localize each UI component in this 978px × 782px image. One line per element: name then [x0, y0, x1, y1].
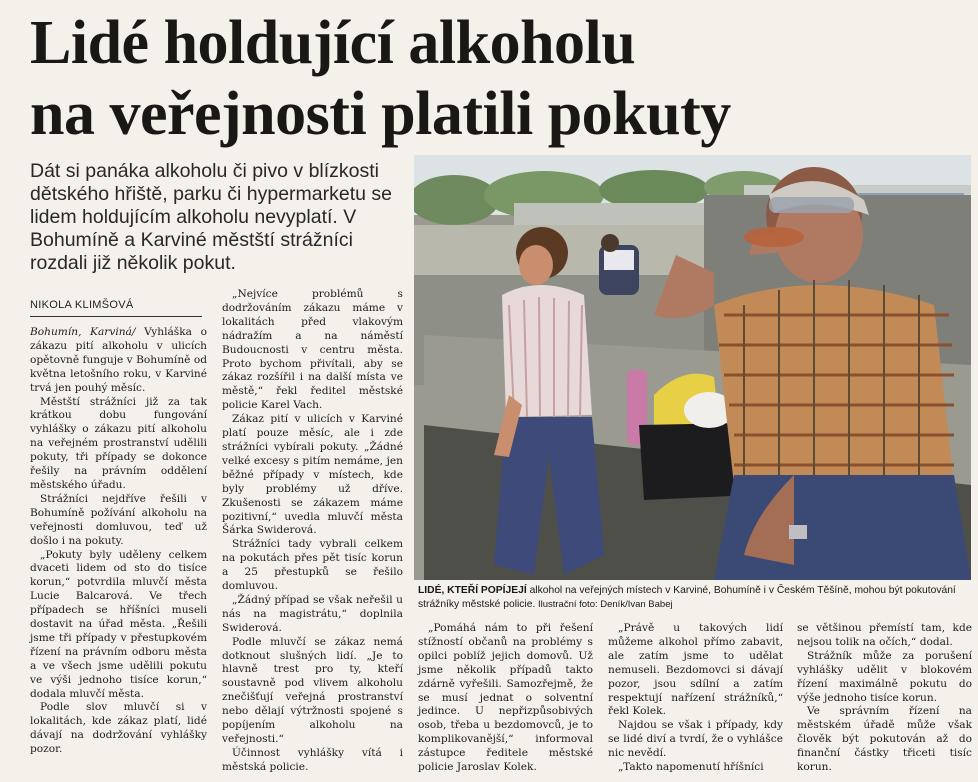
paragraph: Účinnost vyhlášky vítá i městská policie. [222, 746, 403, 773]
paragraph: Městští strážníci již za tak krátkou dobu fungování vyhlášky o zákazu pití alkoholu na veřejném prostranství udělili pokuty, tři případy se dokonce řešily na právním oddělení městského úřadu. [30, 395, 207, 491]
paragraph: Ve správním řízení na městském úřadě může však člověk být pokutován až do finanční částky třiceti tisíc korun. [797, 705, 972, 774]
article-column-4 [608, 622, 783, 775]
paragraph: Podle mluvčí se zákaz nemá dotknout slušných lidí. „Je to hlavně trest pro ty, kteří soustavně pod vlivem alkoholu znečišťují veřejná prostranství nebo dělají výtržnosti spojené s popíjením alkoholu na veřejnosti.“ [222, 635, 403, 745]
article-column-3 [418, 622, 593, 775]
caption-text: alkohol na veřejných místech v Karviné, Bohumíně i v Českém Těšíně, mohou být pokutování strážníky městské policie. [418, 585, 956, 610]
photo-illustration [414, 155, 971, 580]
dateline: Bohumín, Karviná/ [30, 326, 136, 338]
photo-credit: Ilustrační foto: Deník/Ivan Babej [535, 599, 673, 610]
byline: NIKOLA KLIMŠOVÁ [30, 296, 202, 317]
lead-paragraph: Dát si panáka alkoholu či pivo v blízkosti dětského hřiště, parku či hypermarketu se lidem holdujícím alkoholu nevyplatí. V Bohumíně a Karviné městští strážníci rozdali již několik pokut. [30, 160, 393, 274]
paragraph: Strážník může za porušení vyhlášky udělit v blokovém řízení maximálně pokutu do výše jednoho tisíce korun. [797, 649, 972, 704]
paragraph: „Pomáhá nám to při řešení stížností občanů na problémy s opilci poblíž jejich domovů. Už jsme několik případů takto zdárně vyřešili. Samozřejmě, že se musí jednat o solventní jedince. U nepřizpůsobivých osob, třeba u bezdomovců, je to komplikovanější,“ informoval zástupce ředitele městské policie Jaroslav Kolek. [418, 622, 593, 774]
paragraph: „Pokuty byly uděleny celkem dvaceti lidem od sto do tisíce korun,“ potvrdila mluvčí města Lucie Balcarová. Ve třech případech se hříšníci museli dostavit na úřad města. „Řešili jsme tři případy v přestupkovém řízení na právním odboru města a ve všech jsme udělili pokutu ve výši jednoho tisíce korun,“ dodala mluvčí města. [30, 548, 207, 700]
caption-lead: LIDÉ, KTEŘÍ POPÍJEJÍ [418, 585, 527, 596]
headline-line-2: na veřejnosti platili pokuty [30, 80, 731, 148]
paragraph: „Právě u takových lidí můžeme alkohol přímo zabavit, ale zatím jsme to udělat nemuseli. Bezdomovci si dávají pozor, jsou sdílní a zatím respektují nařízení strážníků,“ řekl Kolek. [608, 622, 783, 718]
news-photo [414, 155, 971, 580]
paragraph: Strážníci tady vybrali celkem na pokutách přes pět tisíc korun a 25 přestupků se řešilo domluvou. [222, 538, 403, 593]
headline-line-1: Lidé holdující alkoholu [30, 9, 636, 77]
headline [30, 8, 960, 150]
photo-caption [418, 584, 973, 612]
article-column-2 [222, 288, 403, 775]
paragraph: Zákaz pití v ulicích v Karviné platí pouze měsíc, ale i zde strážníci vybírali pokuty. „Žádné velké excesy s pitím nemáme, jen běžné případy v místech, kde byly problémy už dříve. Zkušenosti se zákazem máme pozitivní,“ uvedla mluvčí města Šárka Swiderová. [222, 413, 403, 537]
paragraph: se většinou přemístí tam, kde nejsou tolik na očích,“ dodal. [797, 622, 972, 648]
article-column-1 [30, 326, 207, 757]
paragraph: Najdou se však i případy, kdy se lidé diví a tvrdí, že o vyhlášce nic nevědí. [608, 719, 783, 760]
paragraph: Bohumín, Karviná/ Vyhláška o zákazu pití alkoholu v ulicích opětovně funguje v Bohumíně od května letošního roku, v Karviné trvá jen pouhý měsíc. [30, 326, 207, 394]
article-column-5 [797, 622, 972, 775]
paragraph: „Žádný případ se však neřešil u nás na magistrátu,“ doplnila Swiderová. [222, 593, 403, 634]
paragraph: „Takto napomenutí hříšníci [618, 761, 764, 774]
paragraph: „Nejvíce problémů s dodržováním zákazu máme v lokalitách před vlakovým nádražím a na náměstí Budoucnosti v centru města. Proto bychom přivítali, aby se zákaz rozšířil i na další místa ve městě,“ řekl ředitel městské policie Karel Vach. [222, 288, 403, 412]
paragraph: Strážníci nejdříve řešili v Bohumíně požívání alkoholu na veřejnosti domluvou, teď už došlo i na pokuty. [30, 492, 207, 547]
paragraph: Podle slov mluvčí si v lokalitách, kde zákaz platí, lidé dávají na dodržování vyhlášky pozor. [30, 701, 207, 756]
